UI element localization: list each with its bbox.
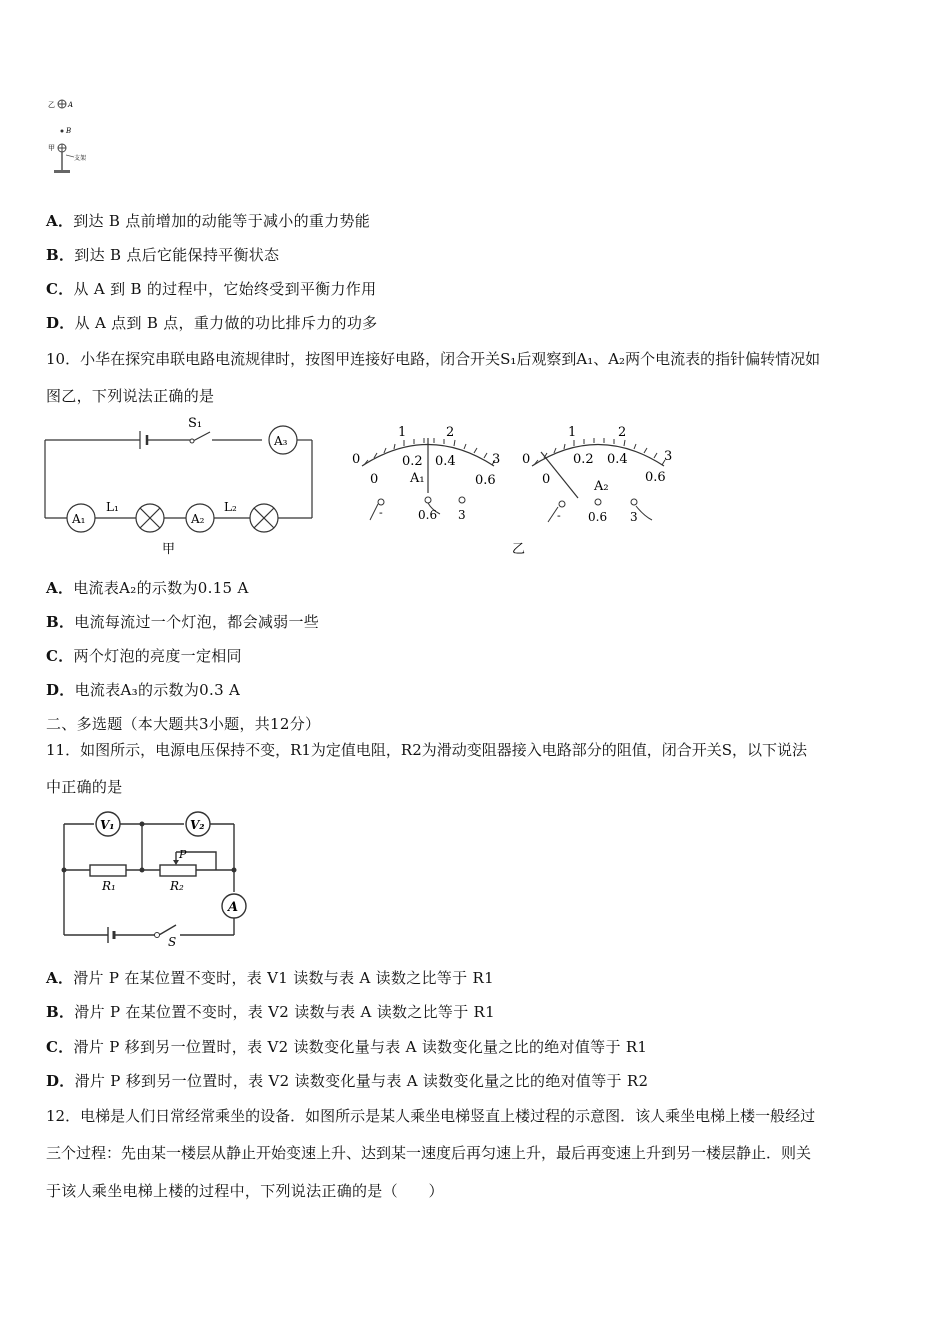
ammeter-a-label: A bbox=[228, 900, 239, 915]
option-key: A． bbox=[46, 212, 74, 230]
fig9-yi-label: 乙 bbox=[48, 101, 55, 109]
meter-v2-label: V₂ bbox=[190, 818, 205, 832]
slider-p-label: P bbox=[179, 848, 187, 861]
lamp-l2-label: L₂ bbox=[224, 500, 237, 514]
meter1-top-0: 0 bbox=[352, 452, 361, 467]
q12-line1: 12．电梯是人们日常经常乘坐的设备．如图所示是某人乘坐电梯竖直上楼过程的示意图．该人乘坐电梯上楼一般经过 bbox=[46, 1107, 816, 1125]
option-key: B． bbox=[46, 1003, 75, 1021]
meter2-terminal-minus: - bbox=[557, 509, 561, 522]
q11-stem-line1: 11．如图所示，电源电压保持不变，R1为定值电阻，R2为滑动变阻器接入电路部分的阻值，闭合开关S，以下说法 bbox=[46, 741, 808, 759]
meter2-name: A₂ bbox=[594, 479, 609, 494]
meter1-bottom-04: 0.4 bbox=[435, 454, 456, 469]
option-key: A． bbox=[46, 579, 74, 597]
meter1-top-2: 2 bbox=[446, 425, 455, 440]
meter1-terminal-minus: - bbox=[379, 506, 383, 519]
option-text: 电流表A₃的示数为0.3 A bbox=[74, 681, 241, 699]
q11-option-a bbox=[46, 967, 494, 988]
meter2-bottom-0: 0 bbox=[542, 472, 551, 487]
q12-line2: 三个过程：先由某一楼层从静止开始变速上升、达到某一速度后再匀速上升，最后再变速上升到另一楼层静止．则关 bbox=[46, 1144, 812, 1162]
meter2-bottom-06: 0.6 bbox=[645, 470, 666, 485]
option-key: C． bbox=[46, 647, 74, 665]
switch-s-label: S bbox=[168, 935, 177, 949]
figure-jia-label: 甲 bbox=[162, 542, 176, 557]
q10-option-b bbox=[46, 611, 319, 632]
meter1-bottom-06: 0.6 bbox=[475, 473, 496, 488]
option-text: 滑片 P 在某位置不变时，表 V1 读数与表 A 读数之比等于 R1 bbox=[73, 969, 494, 987]
option-text: 两个灯泡的亮度一定相同 bbox=[73, 647, 242, 665]
meter1-terminal-3: 3 bbox=[458, 508, 466, 522]
q12-line3: 于该人乘坐电梯上楼的过程中，下列说法正确的是（ ） bbox=[46, 1182, 444, 1200]
meter1-top-1: 1 bbox=[398, 425, 407, 440]
q11-option-d bbox=[46, 1070, 648, 1091]
q11-option-c bbox=[46, 1036, 647, 1057]
option-text: 电流每流过一个灯泡，都会减弱一些 bbox=[74, 613, 320, 631]
resistor-r2-label: R₂ bbox=[170, 879, 184, 893]
q11-stem-line2: 中正确的是 bbox=[46, 778, 123, 796]
option-key: C． bbox=[46, 280, 74, 298]
q10-stem-line2: 图乙，下列说法正确的是 bbox=[46, 387, 215, 405]
fig9-A-label: A bbox=[68, 101, 74, 109]
q10-option-a bbox=[46, 577, 249, 598]
fig9-B-label: B bbox=[66, 127, 72, 135]
option-key: D． bbox=[46, 1072, 75, 1090]
option-text: 从 A 到 B 的过程中，它始终受到平衡力作用 bbox=[73, 280, 377, 298]
q11-circuit-figure bbox=[56, 810, 256, 950]
option-text: 从 A 点到 B 点，重力做的功比排斥力的功多 bbox=[74, 314, 378, 332]
q10-option-c bbox=[46, 645, 242, 666]
option-key: B． bbox=[46, 246, 75, 264]
fig9-stand-label: 支架 bbox=[74, 155, 87, 162]
q10-option-d bbox=[46, 679, 240, 700]
meter2-terminal-3: 3 bbox=[630, 510, 638, 524]
meter2-top-2: 2 bbox=[618, 425, 627, 440]
resistor-r1-label: R₁ bbox=[102, 879, 116, 893]
meter2-top-0: 0 bbox=[522, 452, 531, 467]
meter1-name: A₁ bbox=[410, 471, 425, 486]
meter2-top-1: 1 bbox=[568, 425, 577, 440]
option-key: D． bbox=[46, 681, 75, 699]
option-key: C． bbox=[46, 1038, 74, 1056]
q9-option-d bbox=[46, 312, 377, 333]
meter1-top-3: 3 bbox=[492, 452, 501, 467]
meter-a3-label: A₃ bbox=[274, 434, 288, 448]
meter1-bottom-0: 0 bbox=[370, 472, 379, 487]
option-text: 到达 B 点前增加的动能等于减小的重力势能 bbox=[73, 212, 371, 230]
meter-a1-label: A₁ bbox=[72, 512, 86, 526]
meter2-terminal-06: 0.6 bbox=[588, 510, 608, 524]
section-heading: 二、多选题（本大题共3小题，共12分） bbox=[46, 715, 321, 733]
meter1-bottom-02: 0.2 bbox=[402, 454, 423, 469]
option-text: 滑片 P 移到另一位置时，表 V2 读数变化量与表 A 读数变化量之比的绝对值等于 R1 bbox=[73, 1038, 648, 1056]
switch-s1-label: S₁ bbox=[188, 416, 203, 431]
q9-option-b bbox=[46, 244, 279, 265]
q9-option-a bbox=[46, 210, 370, 231]
q9-figure bbox=[44, 95, 104, 180]
option-text: 滑片 P 在某位置不变时，表 V2 读数与表 A 读数之比等于 R1 bbox=[74, 1003, 495, 1021]
meter2-bottom-04: 0.4 bbox=[607, 452, 628, 467]
option-key: D． bbox=[46, 314, 75, 332]
meter2-top-3: 3 bbox=[664, 449, 673, 464]
meter-a2-label: A₂ bbox=[191, 512, 205, 526]
meter-v1-label: V₁ bbox=[100, 818, 115, 832]
option-text: 滑片 P 移到另一位置时，表 V2 读数变化量与表 A 读数变化量之比的绝对值等于 R2 bbox=[74, 1072, 649, 1090]
option-key: A． bbox=[46, 969, 74, 987]
figure-yi-label: 乙 bbox=[512, 542, 526, 557]
q10-meters-figure bbox=[348, 418, 678, 558]
meter1-terminal-06: 0.6 bbox=[418, 508, 438, 522]
q10-circuit-figure bbox=[40, 415, 330, 560]
q10-stem-line1: 10．小华在探究串联电路电流规律时，按图甲连接好电路，闭合开关S₁后观察到A₁、A₂两个电流表的指针偏转情况如 bbox=[46, 350, 821, 368]
fig9-jia-label: 甲 bbox=[48, 144, 55, 152]
q11-option-b bbox=[46, 1001, 495, 1022]
option-text: 电流表A₂的示数为0.15 A bbox=[73, 579, 249, 597]
option-key: B． bbox=[46, 613, 75, 631]
option-text: 到达 B 点后它能保持平衡状态 bbox=[74, 246, 280, 264]
lamp-l1-label: L₁ bbox=[106, 500, 119, 514]
q9-option-c bbox=[46, 278, 376, 299]
meter2-bottom-02: 0.2 bbox=[573, 452, 594, 467]
